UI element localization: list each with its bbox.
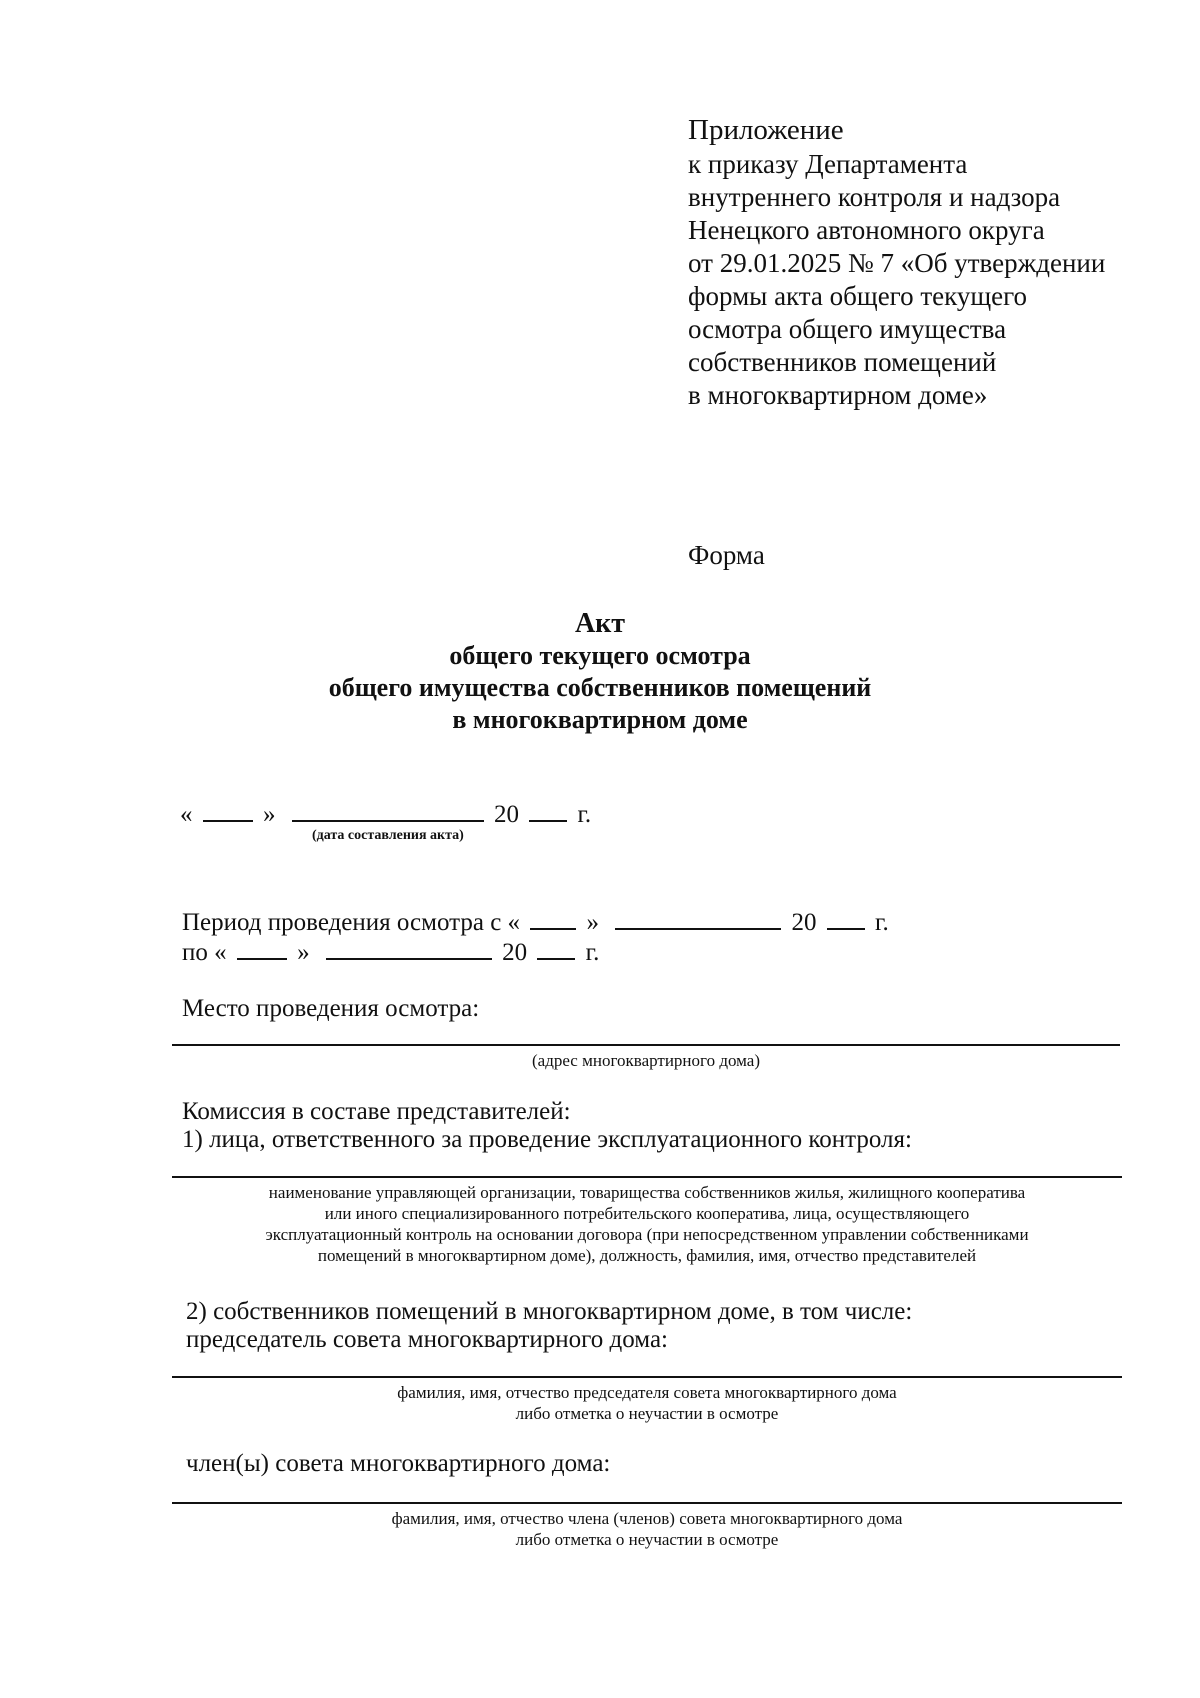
- period-from-line: [182, 908, 889, 937]
- date-caption: (дата составления акта): [312, 828, 464, 843]
- caption-line: помещений в многоквартирном доме), должность, фамилия, имя, отчество представителей: [317, 1246, 977, 1265]
- appendix-line: Ненецкого автономного округа: [688, 215, 1045, 245]
- chairman-blank-line[interactable]: [172, 1376, 1122, 1378]
- members-blank-line[interactable]: [172, 1502, 1122, 1504]
- place-caption: (адрес многоквартирного дома): [531, 1051, 760, 1070]
- appendix-line: от 29.01.2025 № 7 «Об утверждении: [688, 248, 1106, 278]
- period-close-quote: »: [586, 909, 600, 936]
- commission-label: Комиссия в составе представителей:: [182, 1098, 571, 1125]
- period-year-suffix: г.: [875, 909, 889, 936]
- members-caption: [172, 1508, 1122, 1550]
- year-blank[interactable]: [529, 800, 567, 822]
- period-to-label: по «: [182, 939, 227, 966]
- period-from-day-blank[interactable]: [530, 908, 576, 930]
- open-quote: «: [180, 801, 193, 828]
- period-to-close-quote: »: [297, 939, 310, 966]
- appendix-line: в многоквартирном доме»: [688, 380, 988, 410]
- period-to-day-blank[interactable]: [237, 938, 287, 960]
- period-to-month-blank[interactable]: [326, 938, 492, 960]
- chairman-caption: [172, 1382, 1122, 1424]
- period-to-year-blank[interactable]: [537, 938, 575, 960]
- appendix-heading: Приложение: [688, 114, 844, 146]
- appendix-line: осмотра общего имущества: [688, 314, 1007, 344]
- form-label: Форма: [688, 540, 765, 570]
- title-line: Акт: [574, 608, 626, 639]
- commission-item-1: 1) лица, ответственного за проведение эксплуатационного контроля:: [182, 1126, 912, 1153]
- caption-line: фамилия, имя, отчество члена (членов) совета многоквартирного дома: [391, 1509, 903, 1528]
- close-quote: »: [263, 801, 276, 828]
- period-year-prefix: 20: [791, 909, 817, 936]
- appendix-line: к приказу Департамента: [688, 149, 968, 179]
- commission-item-2: 2) собственников помещений в многоквартирном доме, в том числе:: [186, 1298, 913, 1325]
- caption-line: эксплуатационный контроль на основании договора (при непосредственном управлении собственниками: [265, 1225, 1029, 1244]
- year-prefix: 20: [494, 801, 519, 828]
- period-to-year-prefix: 20: [502, 939, 528, 966]
- caption-line: либо отметка о неучастии в осмотре: [515, 1404, 779, 1423]
- caption-line: или иного специализированного потребительского кооператива, лица, осуществляющего: [324, 1204, 970, 1223]
- operator-caption: [172, 1182, 1122, 1266]
- title-line: общего текущего осмотра: [449, 641, 751, 670]
- caption-line: наименование управляющей организации, товарищества собственников жилья, жилищного кооператива: [268, 1183, 1026, 1202]
- title-line: общего имущества собственников помещений: [328, 673, 872, 702]
- appendix-line: собственников помещений: [688, 347, 997, 377]
- place-blank-line[interactable]: [172, 1044, 1120, 1046]
- members-label: член(ы) совета многоквартирного дома:: [186, 1450, 611, 1477]
- day-blank[interactable]: [203, 800, 253, 822]
- period-from-year-blank[interactable]: [827, 908, 865, 930]
- period-to-year-suffix: г.: [585, 939, 600, 966]
- caption-line: фамилия, имя, отчество председателя совета многоквартирного дома: [397, 1383, 897, 1402]
- operator-blank-line[interactable]: [172, 1176, 1122, 1178]
- date-line: [180, 800, 591, 829]
- document-title: [300, 608, 900, 736]
- year-suffix: г.: [577, 801, 592, 828]
- period-to-line: [182, 938, 599, 967]
- place-label: Место проведения осмотра:: [182, 995, 480, 1022]
- period-label: Период проведения осмотра с «: [182, 909, 521, 936]
- title-line: в многоквартирном доме: [452, 705, 748, 734]
- month-blank[interactable]: [292, 800, 484, 822]
- appendix-line: формы акта общего текущего: [688, 281, 1028, 311]
- appendix-line: внутреннего контроля и надзора: [688, 182, 1061, 212]
- chairman-label: председатель совета многоквартирного дома:: [186, 1326, 668, 1353]
- caption-line: либо отметка о неучастии в осмотре: [515, 1530, 779, 1549]
- appendix-block: [688, 112, 1168, 412]
- period-from-month-blank[interactable]: [615, 908, 781, 930]
